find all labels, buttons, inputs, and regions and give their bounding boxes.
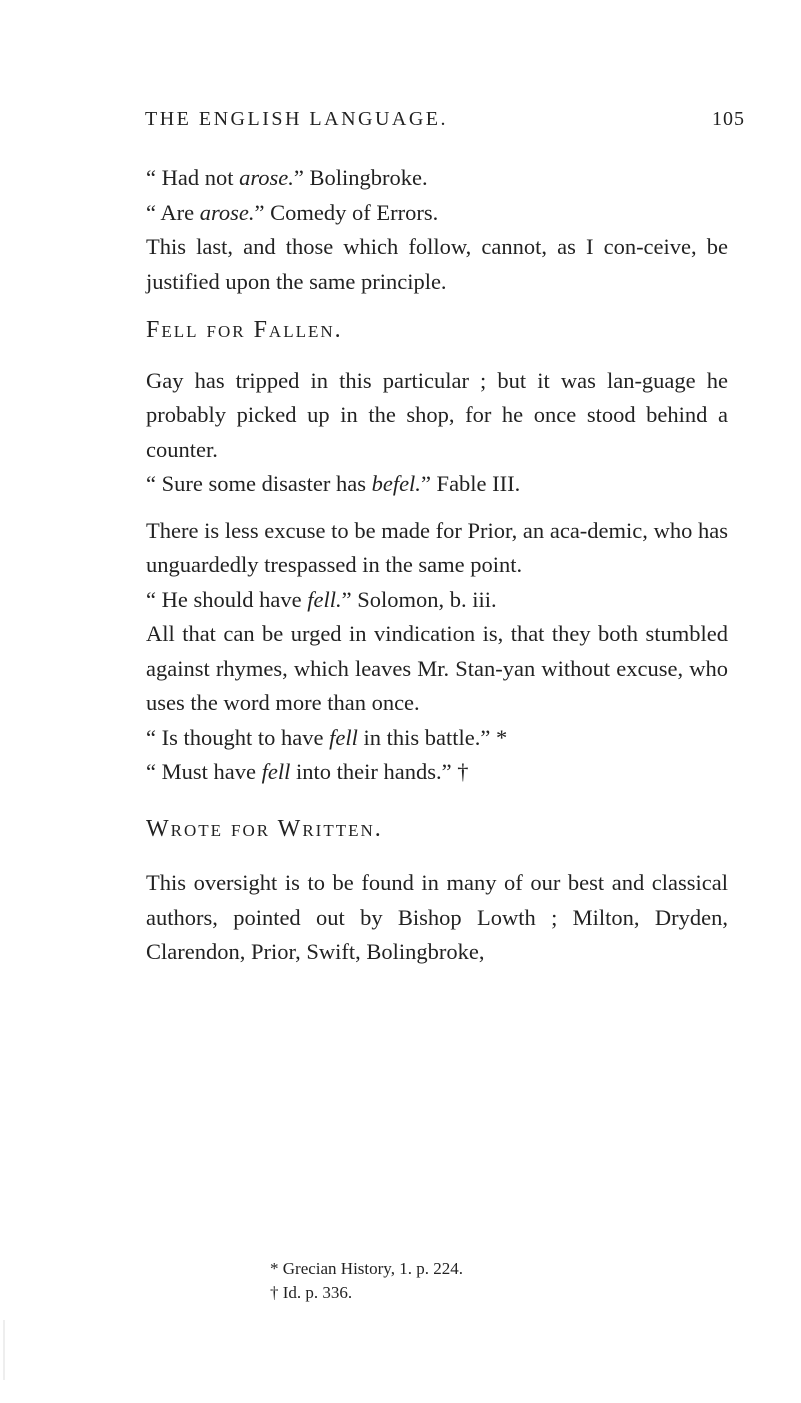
quote-line-5: “ Is thought to have fell in this battle.” * — [146, 724, 508, 750]
page-number: 105 — [712, 108, 745, 130]
quote-line-5-italic: fell — [329, 724, 358, 750]
quote-line-6: “ Must have fell into their hands.” † — [146, 759, 469, 784]
scan-edge-mark — [3, 1320, 5, 1380]
quote-line-2-italic: arose. — [199, 199, 255, 225]
quote-line-3: “ Sure some disaster has befel.” Fable III. — [146, 471, 521, 496]
paragraph-5: This oversight is to be found in many of our best and classical authors, pointed out by Bishop Lowth ; Milton, Dryden, Clarendon, Prior, Swift, Bolingbroke, — [146, 870, 728, 964]
quote-line-2: “ Are arose.” Comedy of Errors. — [146, 199, 439, 225]
footnotes — [270, 1257, 690, 1305]
running-head — [145, 108, 745, 138]
section-heading-wrote: Wrote for Written. — [146, 815, 383, 842]
running-head-title: THE ENGLISH LANGUAGE. — [145, 108, 449, 130]
quote-line-1-italic: arose. — [239, 165, 294, 190]
quote-line-4: “ He should have fell.” Solomon, b. iii. — [146, 586, 497, 612]
footnote-2: † Id. p. 336. — [270, 1283, 353, 1302]
quote-line-1: “ Had not arose.” Bolingbroke. — [146, 165, 428, 190]
paragraph-3: There is less excuse to be made for Prior, an aca-demic, who has unguardedly trespassed in the same point. — [146, 517, 728, 577]
section-heading-fell: Fell for Fallen. — [146, 317, 343, 343]
paragraph-1: This last, and those which follow, cannot, as I con-ceive, be justified upon the same principle. — [146, 234, 728, 294]
quote-line-3-italic: befel. — [371, 471, 421, 496]
paragraph-4: All that can be urged in vindication is, that they both stumbled against rhymes, which leaves Mr. Stan-yan without excuse, who uses the word more than once. — [146, 621, 728, 715]
footnote-1: * Grecian History, 1. p. 224. — [270, 1259, 463, 1278]
quote-line-4-italic: fell. — [307, 586, 342, 612]
quote-line-6-italic: fell — [261, 759, 291, 784]
body-text — [146, 161, 728, 970]
paragraph-2: Gay has tripped in this particular ; but it was lan-guage he probably picked up in the shop, for he once stood behind a counter. — [146, 367, 728, 462]
